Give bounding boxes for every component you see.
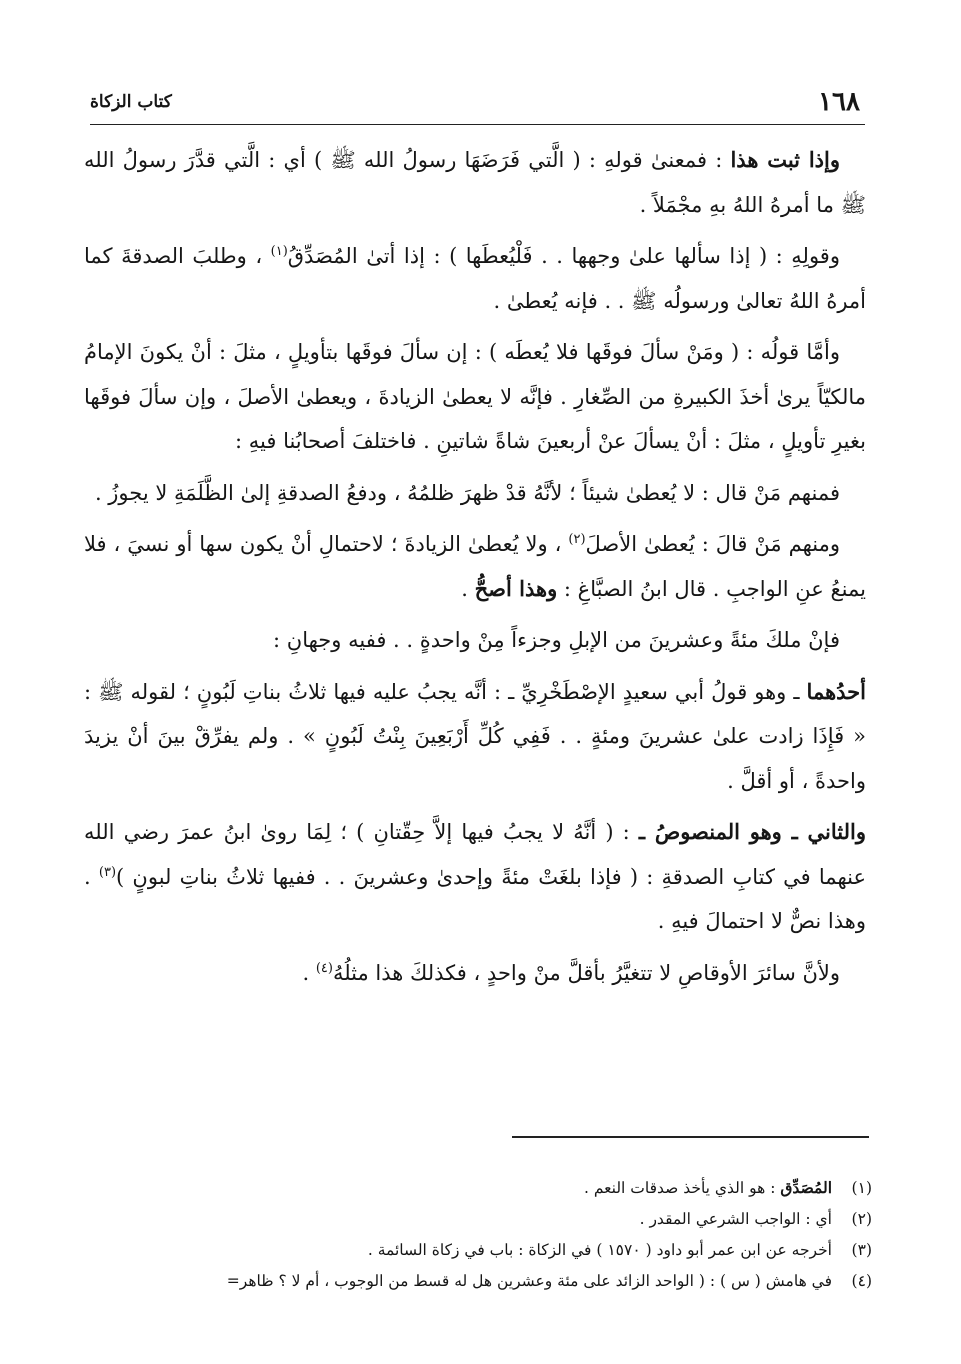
footnote-text: : هو الذي يأخذ صدقات النعم .	[584, 1179, 781, 1197]
footnote-text: في هامش ( س ) : ( الواحد الزائد على مئة وعشرين هل له قسط من الوجوب ، أم لا ؟ ظاهر=	[226, 1272, 832, 1290]
paragraph-text: فإنْ ملكَ مئةً وعشرينَ من الإبلِ وجزءاً مِنْ واحدةٍ . . ففيه وجهانِ :	[273, 628, 840, 652]
paragraph-1	[84, 138, 866, 227]
footnote-lead: المُصَدِّق	[780, 1178, 832, 1197]
paragraph-bold-tail: وهذا أصحُّ	[474, 575, 558, 601]
footnote-text: أي : الواجب الشرعي المقدر .	[639, 1210, 832, 1228]
footnote-2	[84, 1204, 872, 1235]
footnote-number: (٢)	[851, 1210, 872, 1228]
footnote-separator	[512, 1136, 869, 1138]
paragraph-text: فمنهم مَنْ قال : لا يُعطىٰ شيئاً ؛ لأنَّهُ قدْ ظهرَ ظلمُهُ ، ودفعُ الصدقةِ إلىٰ الظَّلَمَةِ لا يجوزُ .	[94, 480, 840, 505]
paragraph-lead: أحدُهما	[806, 678, 866, 704]
footnote-text: أخرجه عن ابن عمر أبو داود ( ١٥٧٠ ) في الزكاة : باب في زكاة السائمة .	[367, 1241, 832, 1259]
paragraph-6	[84, 618, 866, 663]
footnote-1	[84, 1172, 872, 1204]
footnote-3	[84, 1235, 872, 1266]
footnote-ref-1[interactable]: (١)	[270, 244, 288, 259]
footnote-ref-4[interactable]: (٤)	[315, 960, 333, 976]
footnotes	[84, 1172, 872, 1297]
main-text	[84, 138, 866, 1002]
paragraph-7	[84, 670, 866, 804]
paragraph-text: ـ وهو قولُ أبي سعيدٍ الإصْطَخْرِيِّ ـ : أنَّه يجبُ عليه فيها ثلاثُ بناتِ لَبُونٍ ؛ لقوله ﷺ : « فَإِذَا زادت علىٰ عشرينَ ومئةٍ . . فَفِي كُلِّ أَرْبَعِينَ بِنْتُ لَبُونٍ » . ولم يفرِّقْ بينَ أنْ يزيدَ واحدةً ، أو أقلَّ .	[84, 679, 866, 793]
paragraph-lead: والثاني ـ وهو المنصوصُ ـ	[638, 819, 866, 844]
footnote-number: (٣)	[851, 1241, 872, 1259]
paragraph-3	[84, 330, 866, 464]
paragraph-5	[84, 522, 866, 611]
header-rule	[90, 124, 865, 125]
book-title: كتاب الزكاة	[90, 92, 172, 112]
paragraph-text: ولأنَّ سائرَ الأوقاصِ لا تتغيَّرُ بأقلَّ منْ واحدٍ ، فكذلكَ هذا مثلُهُ	[332, 960, 840, 985]
footnote-4	[84, 1266, 872, 1297]
paragraph-4	[84, 471, 866, 516]
paragraph-text: وقولِهِ : ( إذا سألها علىٰ وجهها . . فَلْيُعطَها ) : إذا أتىٰ المُصَدِّقُ	[287, 244, 840, 268]
paragraph-text: ، وطلبَ الصدقةَ كما أمرهُ اللهُ تعالىٰ ورسولُه ﷺ . . فإنه يُعطىٰ .	[84, 244, 866, 313]
page-number: ١٦٨	[818, 87, 860, 117]
paragraph-text: ، ولا يُعطىٰ الزيادةَ ؛ لاحتمالِ أنْ يكون سها أو نسيَ ، فلا يمنعُ عنِ الواجبِ . قال ابنُ الصبَّاغِ :	[84, 532, 866, 601]
paragraph-text: .	[461, 576, 475, 601]
paragraph-8	[84, 810, 866, 944]
paragraph-text: وأمَّا قولُه : ( ومَنْ سألَ فوقَها فلا يُعطَه ) : إن سألَ فوقَها بتأويلٍ ، مثلَ : أنْ يكونَ الإمامُ مالكيّاً يرىٰ أخذَ الكبيرةِ من الصِّغارِ . فإنَّه لا يعطىٰ الزيادةَ ، ويعطىٰ الأصلَ ، وإن سألَ فوقَها بغيرِ تأويلٍ ، مثلَ : أنْ يسألَ عنْ أربعينَ شاةً شاتينِ . فاختلفَ أصحابُنا فيهِ :	[84, 340, 866, 453]
paragraph-2	[84, 234, 866, 323]
paragraph-text: .	[302, 960, 316, 985]
running-header	[90, 84, 860, 120]
paragraph-9	[84, 951, 866, 996]
paragraph-text: : ( أنَّهُ لا يجبُ فيها إلاَّ حِقّتانِ ) ؛ لِمَا روىٰ ابنُ عمرَ رضي الله عنهما في كتابِ الصدقةِ : ( فإذا بلغَتْ مئةً وإحدىٰ وعشرينَ . . ففيها ثلاثُ بناتِ لبونٍ )	[84, 820, 866, 889]
paragraph-text: . وهذا نصٌّ لا احتمالَ فيهِ .	[84, 864, 866, 933]
footnote-ref-3[interactable]: (٣)	[98, 864, 117, 880]
footnote-ref-2[interactable]: (٢)	[568, 532, 586, 547]
footnote-number: (١)	[851, 1179, 872, 1197]
paragraph-lead: وإذا ثبت هذا	[730, 147, 840, 172]
footnote-number: (٤)	[851, 1272, 872, 1290]
paragraph-text: : فمعنىٰ قولهِ : ( الَّتي فَرَضَهَا رسولُ الله ﷺ ) أي : الَّتي قدَّرَ رسولُ الله ﷺ ما أمرهُ اللهُ بهِ مجْمَلاً .	[84, 148, 866, 217]
paragraph-text: ومنهم مَنْ قالَ : يُعطىٰ الأصلَ	[585, 532, 840, 556]
